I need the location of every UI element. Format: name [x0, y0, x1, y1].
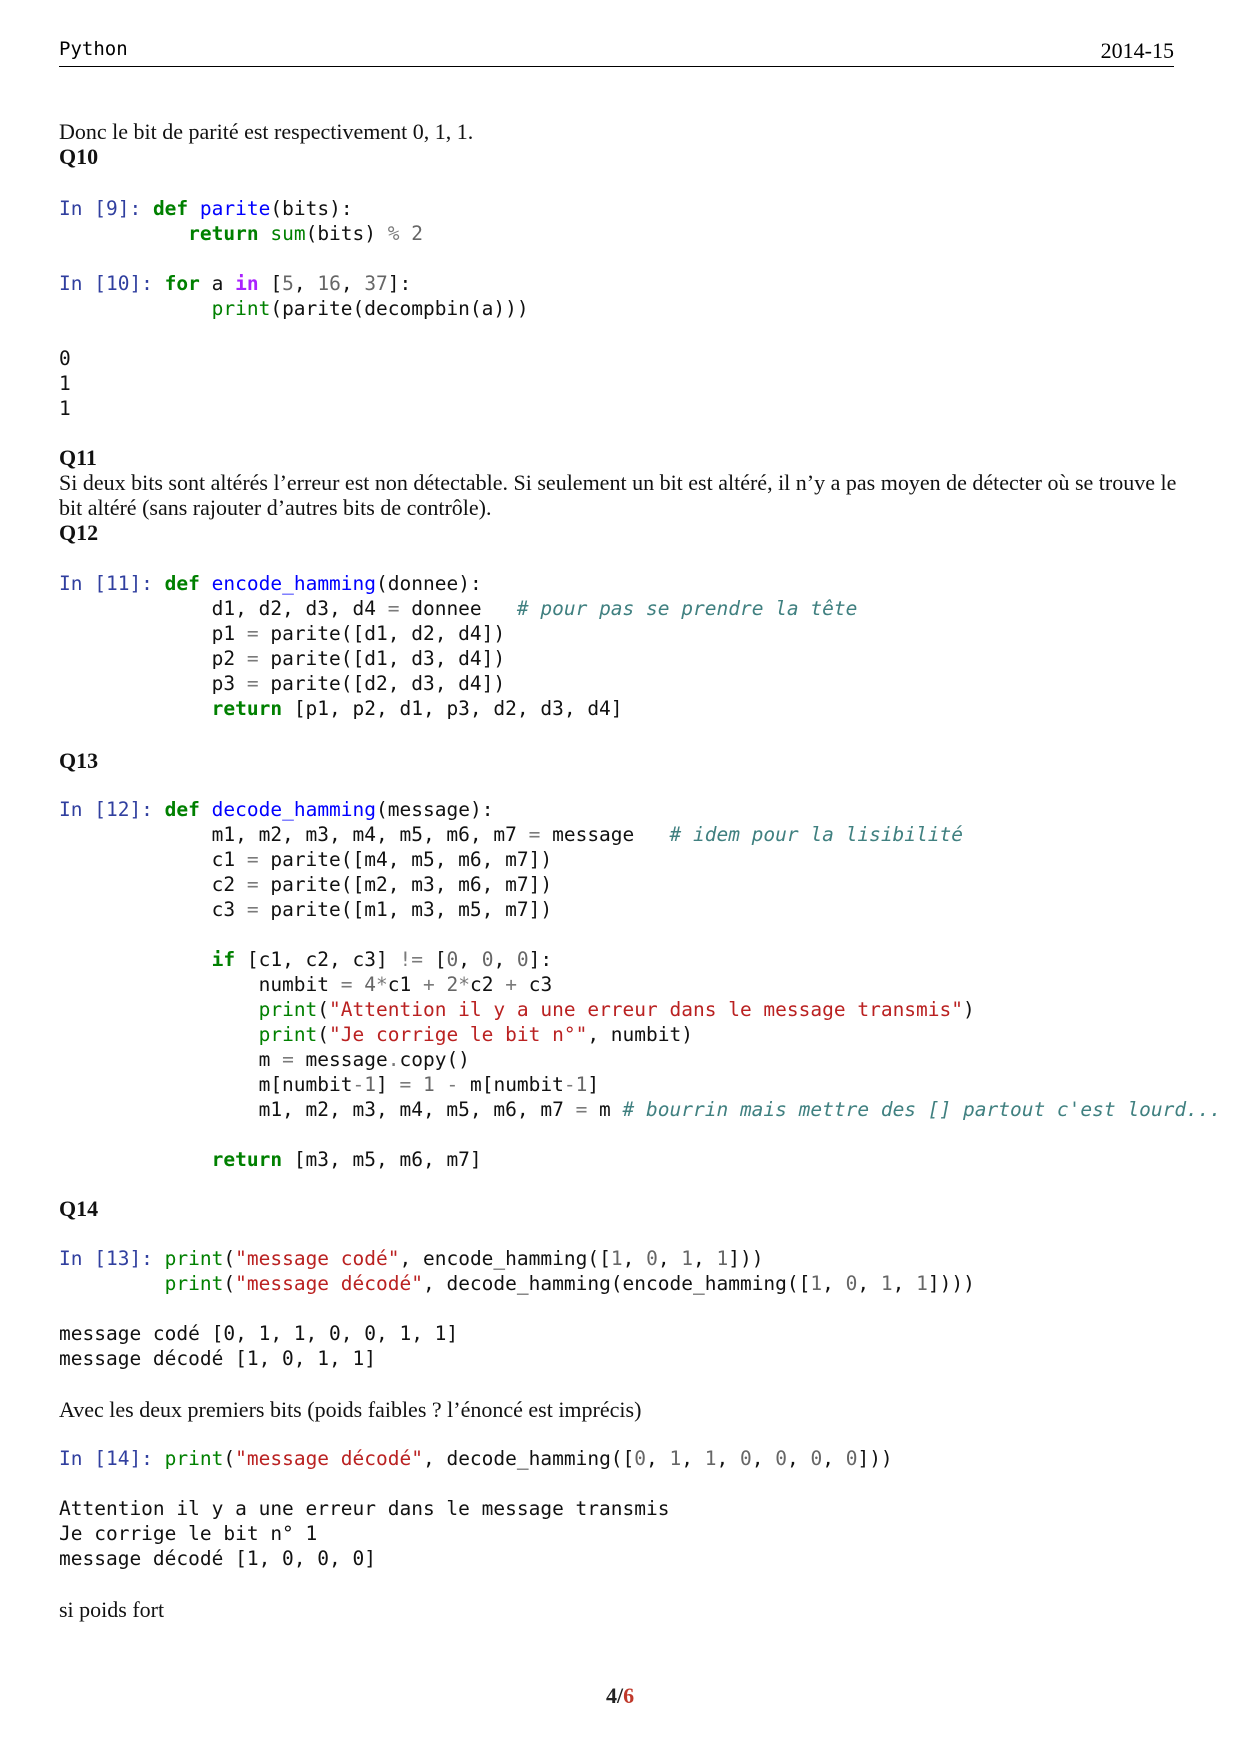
q11-text: Si deux bits sont altérés l’erreur est non détectable. Si seulement un bit est altéré, il n’y a pas moyen de détecter où se trouve le bit altéré (sans rajouter d’autres bits de contrôle). — [59, 470, 1177, 520]
output-line: 0 — [59, 347, 71, 370]
output-line: Je corrige le bit n° 1 — [59, 1522, 318, 1545]
output-line: message codé [0, 1, 1, 0, 0, 1, 1] — [59, 1322, 459, 1345]
current-page: 4 — [605, 1683, 617, 1708]
q14-heading: Q14 — [59, 1196, 99, 1221]
output-cell-14 — [59, 1496, 669, 1571]
code-cell-10: In [10]: for a in [5, 16, 37]: print(parite(decompbin(a))) — [59, 272, 529, 320]
header-right: 2014-15 — [1100, 38, 1174, 63]
q11-heading: Q11 — [59, 445, 97, 470]
code-cell-9: In [9]: def parite(bits): return sum(bits) % 2 — [59, 197, 424, 245]
output-line: message décodé [1, 0, 0, 0] — [59, 1547, 376, 1570]
cell-prompt: In [14]: — [59, 1447, 153, 1470]
output-cell-10 — [59, 346, 71, 421]
cell-prompt: In [10]: — [59, 272, 153, 295]
output-line: 1 — [59, 397, 71, 420]
output-line: Attention il y a une erreur dans le message transmis — [59, 1497, 670, 1520]
q10-heading: Q10 — [59, 144, 99, 169]
page-header — [59, 38, 1174, 67]
page-separator: / — [616, 1683, 624, 1708]
intro-text: Donc le bit de parité est respectivement 0, 1, 1. — [59, 119, 474, 144]
q12-heading: Q12 — [59, 520, 99, 545]
page-number — [0, 1683, 1240, 1709]
closing-text: si poids fort — [59, 1597, 165, 1622]
output-line: 1 — [59, 372, 71, 395]
q14-text: Avec les deux premiers bits (poids faibles ? l’énoncé est imprécis) — [59, 1397, 642, 1422]
code-cell-14: In [14]: print("message décodé", decode_hamming([0, 1, 1, 0, 0, 0, 0])) — [59, 1447, 893, 1470]
output-cell-13 — [59, 1321, 458, 1371]
cell-prompt: In [13]: — [59, 1247, 153, 1270]
q13-heading: Q13 — [59, 748, 99, 773]
cell-prompt: In [12]: — [59, 798, 153, 821]
total-pages: 6 — [623, 1683, 635, 1708]
code-cell-12: In [12]: def decode_hamming(message): m1, m2, m3, m4, m5, m6, m7 = message # idem pour la lisibilité c1 = parite([m4, m5, m6, m7]) c2 = parite([m2, m3, m6, m7]) c3 = parite([m1, m3, m5, m7]) if [c1, c2, c3] != [0, 0, 0]: numbit = 4*c1 + 2*c2 + c3 print("Attention il y a une erreur dans le message transmis") print("Je corrige le bit n°", numbit) m = message.copy() m[numbit-1] = 1 - m[numbit-1] m1, m2, m3, m4, m5, m6, m7 = m # bourrin mais mettre des [] partout c'est lourd... return [m3, m5, m6, m7] — [59, 798, 1222, 1171]
output-line: message décodé [1, 0, 1, 1] — [59, 1347, 376, 1370]
cell-prompt: In [11]: — [59, 572, 153, 595]
code-cell-13: In [13]: print("message codé", encode_hamming([1, 0, 1, 1])) print("message décodé", decode_hamming(encode_hamming([1, 0, 1, 1]))) — [59, 1247, 975, 1295]
header-left: Python — [59, 38, 128, 60]
code-cell-11: In [11]: def encode_hamming(donnee): d1, d2, d3, d4 = donnee # pour pas se prendre la tête p1 = parite([d1, d2, d4]) p2 = parite([d1, d3, d4]) p3 = parite([d2, d3, d4]) return [p1, p2, d1, p3, d2, d3, d4] — [59, 572, 858, 720]
cell-prompt: In [9]: — [59, 197, 142, 220]
